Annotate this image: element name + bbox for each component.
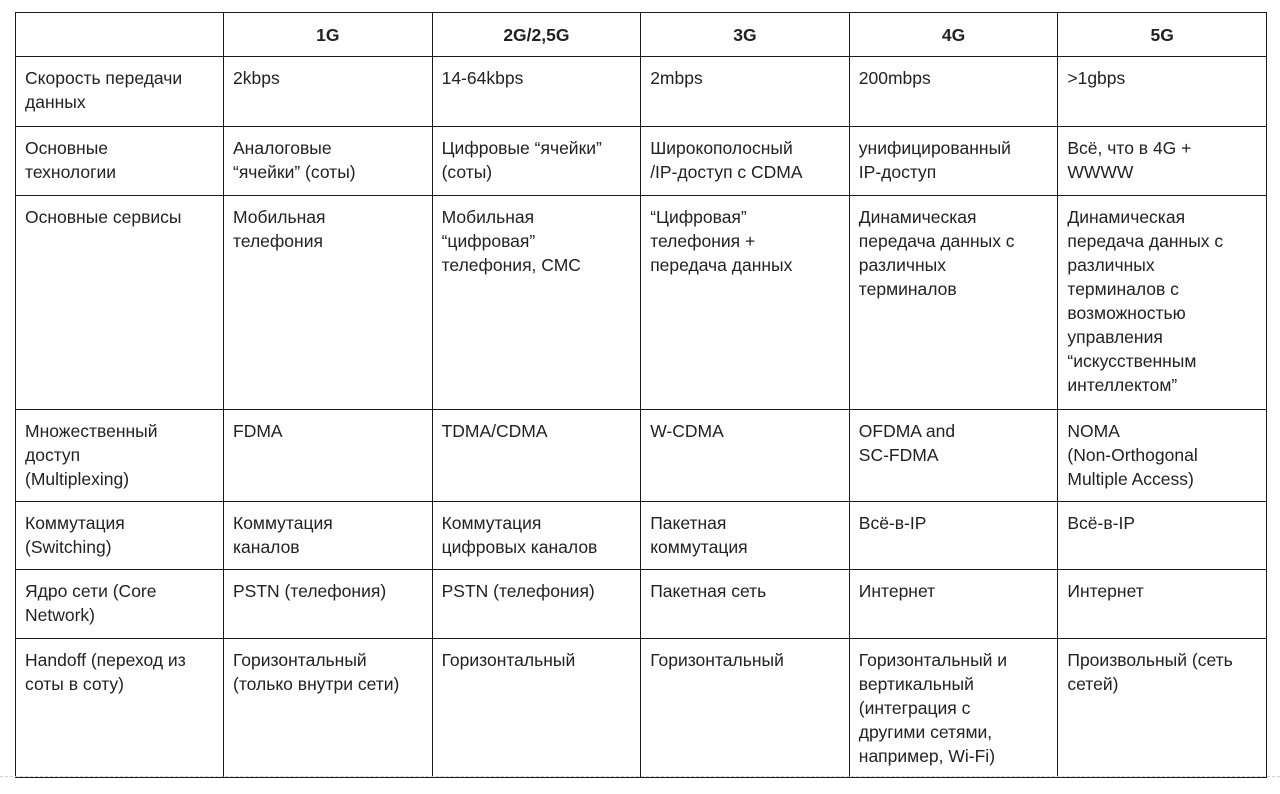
page-bottom-divider bbox=[0, 776, 1280, 777]
table-cell: OFDMA and SC-FDMA bbox=[849, 410, 1058, 502]
generations-comparison-table bbox=[15, 12, 1267, 778]
header-cell-4g: 4G bbox=[849, 13, 1058, 57]
table-row-core-network bbox=[16, 570, 1267, 639]
header-cell-2g: 2G/2,5G bbox=[432, 13, 641, 57]
table-cell: Динамическая передача данных с различных терминалов bbox=[849, 196, 1058, 410]
row-label: Основные сервисы bbox=[16, 196, 224, 410]
table-cell: Всё-в-IP bbox=[849, 502, 1058, 570]
header-cell-3g: 3G bbox=[641, 13, 850, 57]
table-cell: Всё, что в 4G + WWWW bbox=[1058, 127, 1267, 196]
table-cell: Коммутация каналов bbox=[224, 502, 433, 570]
table-row-multiplexing bbox=[16, 410, 1267, 502]
table-cell: 2kbps bbox=[224, 57, 433, 127]
row-label: Коммутация (Switching) bbox=[16, 502, 224, 570]
table-cell: FDMA bbox=[224, 410, 433, 502]
table-cell: Мобильная телефония bbox=[224, 196, 433, 410]
table-cell: 200mbps bbox=[849, 57, 1058, 127]
table-cell: Интернет bbox=[849, 570, 1058, 639]
table-cell: унифицированный IP-доступ bbox=[849, 127, 1058, 196]
table-cell: PSTN (телефония) bbox=[432, 570, 641, 639]
table-cell: Аналоговые “ячейки” (соты) bbox=[224, 127, 433, 196]
table-cell: Цифровые “ячейки” (соты) bbox=[432, 127, 641, 196]
row-label: Handoff (переход из соты в соту) bbox=[16, 639, 224, 778]
table-cell: Коммутация цифровых каналов bbox=[432, 502, 641, 570]
header-cell-empty bbox=[16, 13, 224, 57]
table-cell: Горизонтальный bbox=[641, 639, 850, 778]
header-row bbox=[16, 13, 1267, 57]
table-cell: >1gbps bbox=[1058, 57, 1267, 127]
table-cell: TDMA/CDMA bbox=[432, 410, 641, 502]
table-row-handoff bbox=[16, 639, 1267, 778]
table-cell: PSTN (телефония) bbox=[224, 570, 433, 639]
table-cell: Горизонтальный (только внутри сети) bbox=[224, 639, 433, 778]
table-cell: Пакетная коммутация bbox=[641, 502, 850, 570]
table-cell: Интернет bbox=[1058, 570, 1267, 639]
table-cell: NOMA (Non-Orthogonal Multiple Access) bbox=[1058, 410, 1267, 502]
table-cell: 2mbps bbox=[641, 57, 850, 127]
row-label: Ядро сети (Core Network) bbox=[16, 570, 224, 639]
table-row-technologies bbox=[16, 127, 1267, 196]
table-cell: Горизонтальный bbox=[432, 639, 641, 778]
table-cell: Произвольный (сеть сетей) bbox=[1058, 639, 1267, 778]
table-cell: Пакетная сеть bbox=[641, 570, 850, 639]
table-cell: Мобильная “цифровая” телефония, СМС bbox=[432, 196, 641, 410]
table-cell: Всё-в-IP bbox=[1058, 502, 1267, 570]
table-cell: Широкополосный /IP-доступ с CDMA bbox=[641, 127, 850, 196]
table-cell: 14-64kbps bbox=[432, 57, 641, 127]
table-cell: Динамическая передача данных с различных терминалов с возможностью управления “искусственным интеллектом” bbox=[1058, 196, 1267, 410]
row-label: Основные технологии bbox=[16, 127, 224, 196]
header-cell-5g: 5G bbox=[1058, 13, 1267, 57]
table-row-speed bbox=[16, 57, 1267, 127]
row-label: Скорость передачи данных bbox=[16, 57, 224, 127]
row-label: Множественный доступ (Multiplexing) bbox=[16, 410, 224, 502]
header-cell-1g: 1G bbox=[224, 13, 433, 57]
table-row-services bbox=[16, 196, 1267, 410]
table-cell: W-CDMA bbox=[641, 410, 850, 502]
table-row-switching bbox=[16, 502, 1267, 570]
table-cell: Горизонтальный и вертикальный (интеграция с другими сетями, например, Wi-Fi) bbox=[849, 639, 1058, 778]
table-cell: “Цифровая” телефония + передача данных bbox=[641, 196, 850, 410]
